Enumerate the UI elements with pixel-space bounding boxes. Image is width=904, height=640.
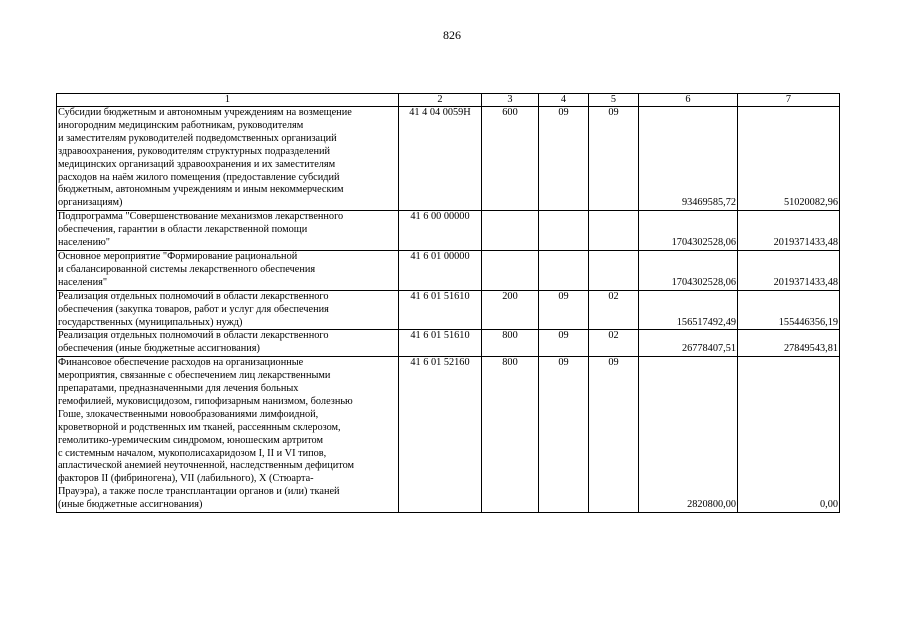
budget-table <box>56 93 840 513</box>
header-cell-6: 6 <box>639 94 738 107</box>
table-row <box>57 211 840 251</box>
row-amount-col6: 26778407,51 <box>639 330 738 357</box>
row-col3: 200 <box>482 290 539 330</box>
row-amount-col6: 2820800,00 <box>639 357 738 513</box>
table-row <box>57 330 840 357</box>
row-description: Субсидии бюджетным и автономным учреждениям на возмещение иногородним медицинским работникам, руководителям и заместителям руководителей подведомственных организаций здравоохранения, руководителям структурных подразделений медицинских организаций здравоохранения и их заместителям расходов на наём жилого помещения (предоставление субсидий бюджетным, автономным учреждениям и иным некоммерческим организациям) <box>57 107 399 211</box>
row-amount-col7: 27849543,81 <box>738 330 840 357</box>
row-amount-col7: 51020082,96 <box>738 107 840 211</box>
table-row <box>57 250 840 290</box>
row-code: 41 6 01 52160 <box>399 357 482 513</box>
row-code: 41 4 04 0059Н <box>399 107 482 211</box>
table-row <box>57 290 840 330</box>
page-number: 826 <box>443 28 461 42</box>
row-amount-col7: 155446356,19 <box>738 290 840 330</box>
row-col4: 09 <box>539 290 589 330</box>
row-col4 <box>539 211 589 251</box>
row-col5: 02 <box>589 290 639 330</box>
header-cell-7: 7 <box>738 94 840 107</box>
row-col5 <box>589 211 639 251</box>
row-amount-col7: 0,00 <box>738 357 840 513</box>
row-code: 41 6 01 51610 <box>399 330 482 357</box>
row-col3: 800 <box>482 330 539 357</box>
table-row <box>57 357 840 513</box>
row-col3: 800 <box>482 357 539 513</box>
header-cell-5: 5 <box>589 94 639 107</box>
row-col3 <box>482 211 539 251</box>
row-col5: 09 <box>589 107 639 211</box>
row-amount-col6: 156517492,49 <box>639 290 738 330</box>
header-cell-2: 2 <box>399 94 482 107</box>
row-amount-col6: 1704302528,06 <box>639 211 738 251</box>
row-amount-col6: 1704302528,06 <box>639 250 738 290</box>
row-col5 <box>589 250 639 290</box>
row-col4: 09 <box>539 330 589 357</box>
row-description: Основное мероприятие "Формирование рациональной и сбалансированной системы лекарственного обеспечения населения" <box>57 250 399 290</box>
row-amount-col6: 93469585,72 <box>639 107 738 211</box>
table-row <box>57 107 840 211</box>
row-col3 <box>482 250 539 290</box>
row-description: Реализация отдельных полномочий в области лекарственного обеспечения (иные бюджетные ассигнования) <box>57 330 399 357</box>
row-description: Подпрограмма "Совершенствование механизмов лекарственного обеспечения, гарантии в области лекарственной помощи населению" <box>57 211 399 251</box>
header-cell-1: 1 <box>57 94 399 107</box>
row-col4: 09 <box>539 357 589 513</box>
row-col4 <box>539 250 589 290</box>
row-amount-col7: 2019371433,48 <box>738 250 840 290</box>
row-amount-col7: 2019371433,48 <box>738 211 840 251</box>
row-code: 41 6 01 51610 <box>399 290 482 330</box>
row-description: Финансовое обеспечение расходов на организационные мероприятия, связанные с обеспечением лиц лекарственными препаратами, предназначенными для лечения больных гемофилией, муковисцидозом, гипофизарным нанизмом, болезнью Гоше, злокачественными новообразованиями лимфоидной, кроветворной и родственных им тканей, рассеянным склерозом, гемолитико-уремическим синдромом, юношеским артритом с системным началом, мукополисахаридозом I, II и VI типов, апластической анемией неуточненной, наследственным дефицитом факторов II (фибриногена), VII (лабильного), X (Стюарта- Прауэра), а также после трансплантации органов и (или) тканей (иные бюджетные ассигнования) <box>57 357 399 513</box>
header-cell-4: 4 <box>539 94 589 107</box>
row-code: 41 6 00 00000 <box>399 211 482 251</box>
row-code: 41 6 01 00000 <box>399 250 482 290</box>
row-col5: 02 <box>589 330 639 357</box>
row-col5: 09 <box>589 357 639 513</box>
header-row <box>57 94 840 107</box>
row-col4: 09 <box>539 107 589 211</box>
row-col3: 600 <box>482 107 539 211</box>
header-cell-3: 3 <box>482 94 539 107</box>
row-description: Реализация отдельных полномочий в области лекарственного обеспечения (закупка товаров, работ и услуг для обеспечения государственных (муниципальных) нужд) <box>57 290 399 330</box>
